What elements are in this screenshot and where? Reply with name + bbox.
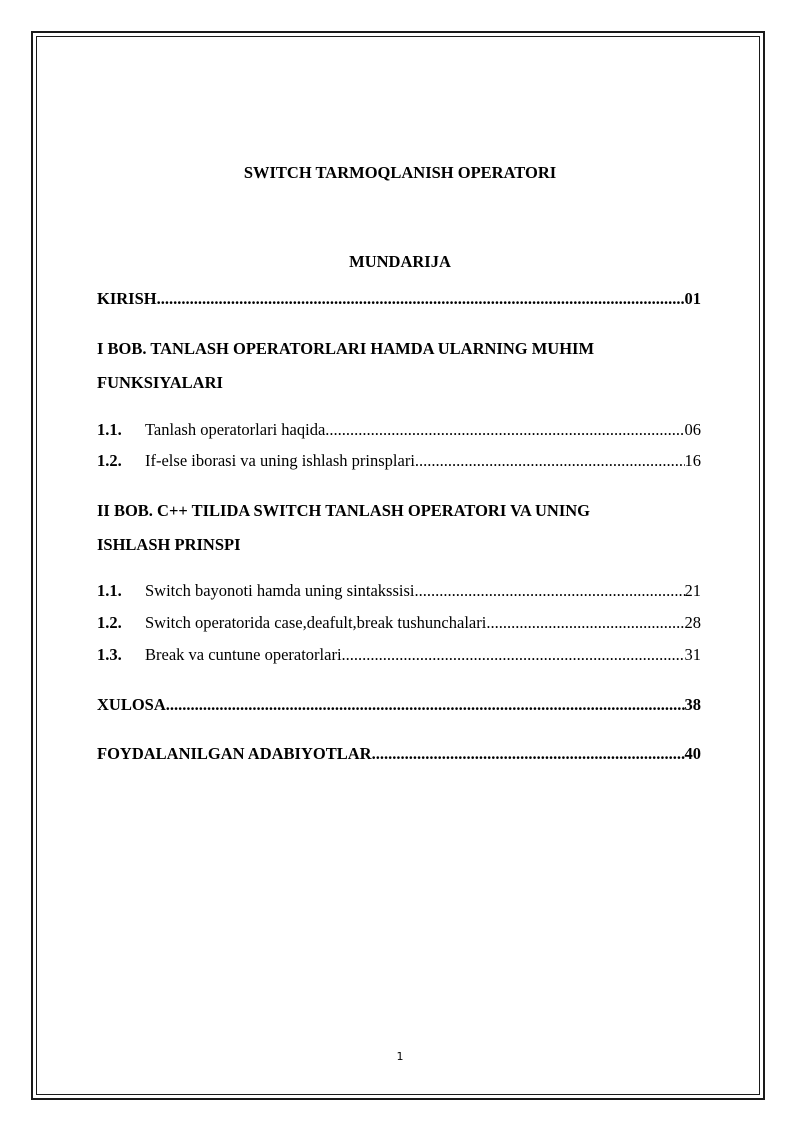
dot-leader bbox=[486, 613, 684, 633]
toc-entry-2-3[interactable] bbox=[97, 645, 701, 665]
toc-entry-page: 06 bbox=[684, 420, 701, 439]
dot-leader bbox=[157, 289, 685, 309]
toc-entry-label: Switch bayonoti hamda uning sintakssisi bbox=[145, 581, 415, 600]
toc-entry-intro[interactable] bbox=[97, 289, 701, 309]
toc-entry-1-1[interactable] bbox=[97, 420, 701, 440]
toc-entry-1-2[interactable] bbox=[97, 451, 701, 471]
toc-entry-page: 31 bbox=[684, 645, 701, 664]
toc-entry-label: If-else iborasi va uning ishlash prinsplari bbox=[145, 451, 415, 470]
toc-entry-label: Switch operatorida case,deafult,break tushunchalari bbox=[145, 613, 487, 632]
page-number: 1 bbox=[396, 1050, 404, 1063]
toc-entry-label: Break va cuntune operatorlari bbox=[145, 645, 342, 664]
toc-entry-page: 16 bbox=[684, 451, 701, 470]
toc-heading: MUNDARIJA bbox=[349, 252, 451, 271]
toc-entry-2-1[interactable] bbox=[97, 581, 701, 601]
toc-entry-number: 1.1. bbox=[97, 581, 122, 600]
chapter-title-line: I BOB. TANLASH OPERATORLARI HAMDA ULARNING MUHIM bbox=[97, 339, 595, 358]
toc-entry-2-2[interactable] bbox=[97, 613, 701, 633]
toc-chapter-1[interactable] bbox=[97, 332, 701, 400]
toc-entry-label: Tanlash operatorlari haqida bbox=[145, 420, 326, 439]
toc-entry-label: XULOSA bbox=[97, 695, 166, 714]
toc-entry-page: 40 bbox=[684, 744, 701, 763]
chapter-title-line: ISHLASH PRINSPI bbox=[97, 535, 241, 554]
toc-chapter-2[interactable] bbox=[97, 494, 701, 562]
dot-leader bbox=[325, 420, 684, 440]
toc-entry-references[interactable] bbox=[97, 744, 701, 764]
toc-entry-label: FOYDALANILGAN ADABIYOTLAR bbox=[97, 744, 372, 763]
toc-entry-number: 1.2. bbox=[97, 613, 122, 632]
page-border-inner bbox=[36, 36, 760, 1095]
toc-entry-number: 1.1. bbox=[97, 420, 122, 439]
document-title: SWITCH TARMOQLANISH OPERATORI bbox=[243, 163, 557, 182]
toc-entry-number: 1.2. bbox=[97, 451, 122, 470]
dot-leader bbox=[166, 695, 685, 715]
toc-entry-page: 01 bbox=[684, 289, 701, 308]
dot-leader bbox=[415, 451, 685, 471]
chapter-title-line: FUNKSIYALARI bbox=[97, 373, 223, 392]
toc-entry-number: 1.3. bbox=[97, 645, 122, 664]
toc-entry-page: 21 bbox=[684, 581, 701, 600]
toc-entry-label: KIRISH bbox=[97, 289, 157, 308]
toc-entry-page: 38 bbox=[684, 695, 701, 714]
toc-entry-page: 28 bbox=[684, 613, 701, 632]
toc-entry-conclusion[interactable] bbox=[97, 695, 701, 715]
dot-leader bbox=[342, 645, 685, 665]
dot-leader bbox=[415, 581, 685, 601]
dot-leader bbox=[372, 744, 685, 764]
chapter-title-line: II BOB. C++ TILIDA SWITCH TANLASH OPERATORI VA UNING bbox=[97, 501, 591, 520]
